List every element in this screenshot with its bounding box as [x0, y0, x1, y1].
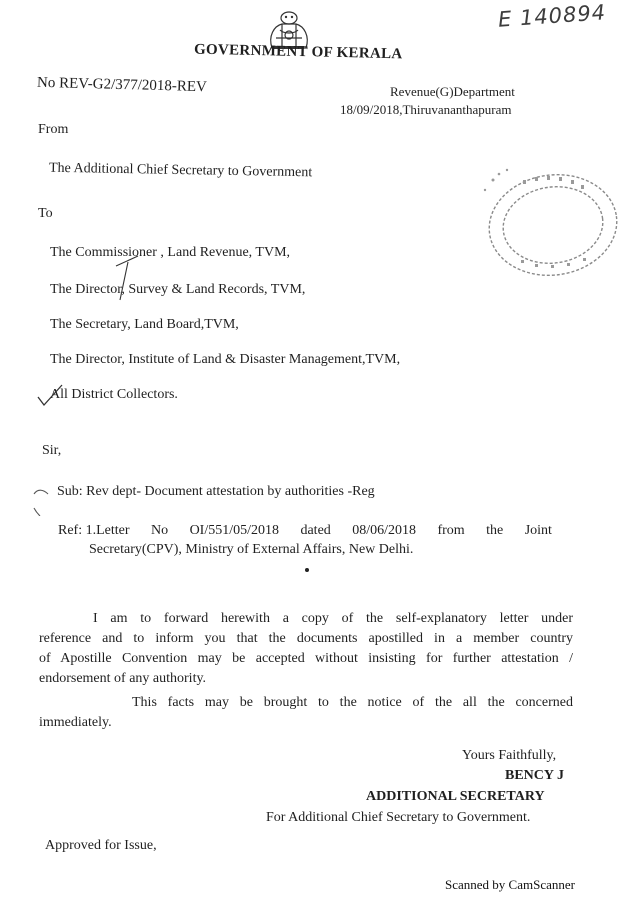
reference-word: OI/551/05/2018	[189, 523, 280, 538]
from-label: From	[38, 122, 69, 137]
recipient-item: The Director, Institute of Land & Disaster Management,TVM,	[50, 352, 401, 367]
tick-mark-icon	[36, 383, 66, 409]
sender: The Additional Chief Secretary to Government	[48, 160, 313, 181]
reference-word: from	[437, 523, 465, 538]
body-paragraph-line: reference and to inform you that the documents apostilled in a member country	[39, 631, 573, 646]
reference-word: No	[150, 523, 169, 538]
recipient-item: The Secretary, Land Board,TVM,	[50, 317, 239, 332]
reference-line-2: Secretary(CPV), Ministry of External Affairs, New Delhi.	[89, 542, 414, 557]
salutation: Sir,	[42, 443, 62, 458]
ink-dot	[305, 568, 309, 572]
department-name: Revenue(G)Department	[390, 84, 515, 99]
margin-scribble-mark	[30, 486, 52, 516]
pen-stroke-mark	[108, 252, 148, 302]
reference-word: 08/06/2018	[352, 523, 417, 538]
body-paragraph-line: This facts may be brought to the notice of the all the concerned	[132, 695, 573, 710]
closing-line: Yours Faithfully,	[462, 748, 557, 763]
scanner-watermark: Scanned by CamScanner	[445, 877, 575, 892]
body-paragraph-line: of Apostille Convention may be accepted without insisting for further attestation /	[39, 651, 573, 666]
reference-word: the	[486, 523, 504, 538]
body-paragraph-line: I am to forward herewith a copy of the self-explanatory letter under	[93, 611, 573, 626]
reference-word: Ref: 1.Letter	[58, 523, 130, 538]
body-paragraph-line: immediately.	[39, 715, 112, 730]
file-number: No REV-G2/377/2018-REV	[36, 74, 208, 96]
government-title: GOVERNMENT OF KERALA	[193, 41, 403, 63]
reference-word: Joint	[524, 523, 552, 538]
reference-line-1	[58, 523, 552, 539]
office-seal-stamp	[463, 150, 623, 285]
to-label: To	[38, 206, 53, 221]
recipient-item: All District Collectors.	[50, 387, 178, 402]
recipient-item: The Director, Survey & Land Records, TVM,	[50, 282, 306, 297]
approved-note: Approved for Issue,	[45, 838, 157, 853]
reference-word: dated	[300, 523, 331, 538]
signatory-for-line: For Additional Chief Secretary to Government.	[266, 810, 531, 825]
body-paragraph-line: endorsement of any authority.	[39, 671, 207, 686]
handwritten-reference: E 140894	[497, 0, 607, 32]
recipient-item: The Commissioner , Land Revenue, TVM,	[50, 245, 291, 260]
signatory-designation: ADDITIONAL SECRETARY	[366, 789, 545, 804]
signatory-name: BENCY J	[505, 768, 564, 783]
date-place: 18/09/2018,Thiruvananthapuram	[340, 102, 512, 117]
subject-line: Sub: Rev dept- Document attestation by authorities -Reg	[57, 484, 375, 499]
